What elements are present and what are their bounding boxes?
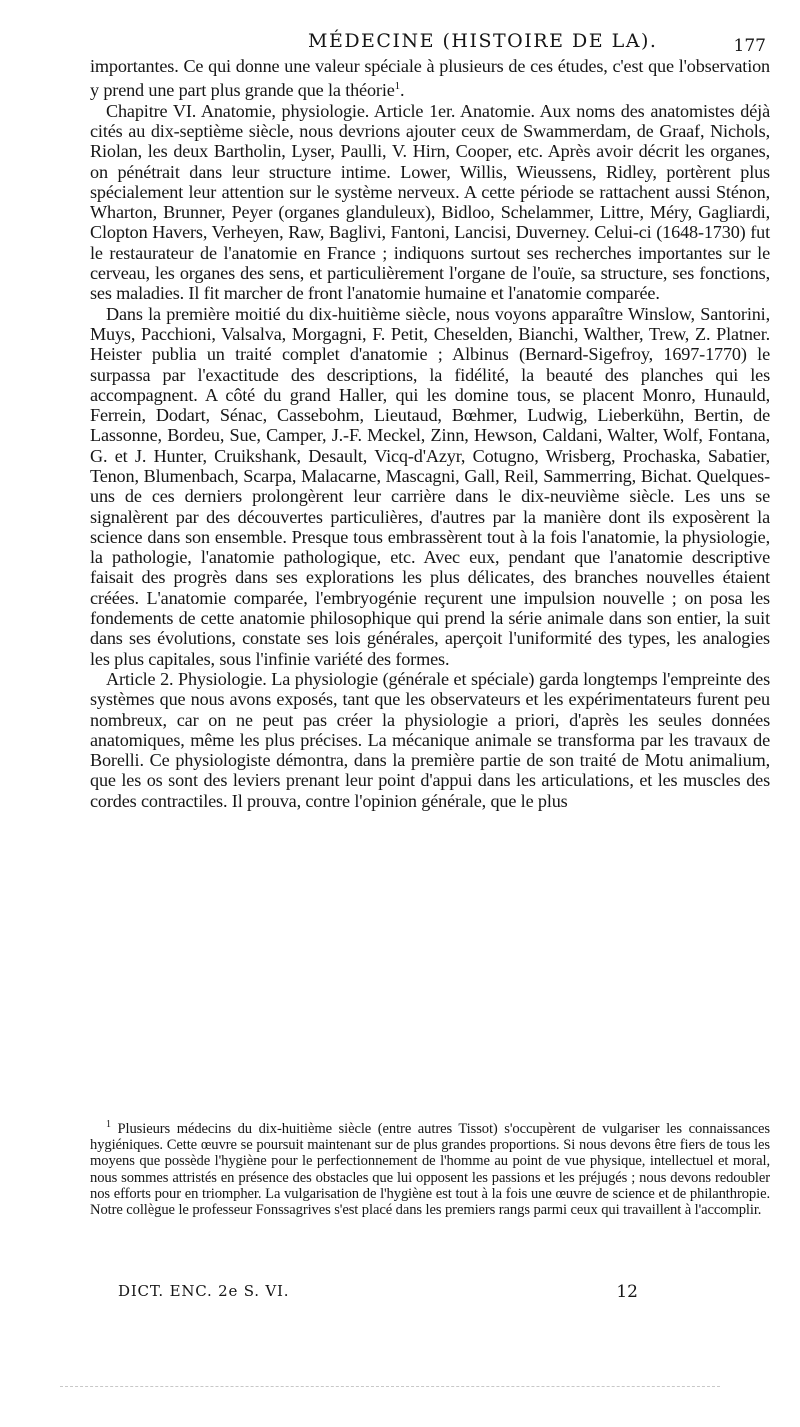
scan-edge-line — [60, 1386, 720, 1387]
page-header — [88, 28, 768, 58]
paragraph-end: . — [400, 80, 405, 101]
footnote-reference: 1 — [394, 80, 401, 93]
footnote-marker: 1 — [106, 1119, 111, 1130]
page-footer — [88, 1282, 768, 1306]
footnote-text: Plusieurs médecins du dix-huitième siècle (entre autres Tissot) s'occupèrent de vulgariser les connaissances hygiéniques. Cette œuvre se poursuit maintenant sur de plus grandes proportions. Si nous devons être fiers de tous les moyens que possède l'hygiène pour le perfectionnement de l'homme au point de vue physique, intellectuel et moral, nous sommes attristés en présence des obstacles que lui opposent les passions et les préjugés ; nous devons redoubler nos efforts pour en triompher. La vulgarisation de l'hygiène est tout à la fois une œuvre de science et de philanthropie. Notre collègue le professeur Fonssagrives s'est placé dans les premiers rangs parmi ceux qui travaillent à l'accomplir. — [90, 1120, 770, 1219]
printer-signature: DICT. ENC. 2e S. VI. — [118, 1282, 290, 1300]
paragraph-dix-huitieme-siecle: Dans la première moitié du dix-huitième siècle, nous voyons apparaître Winslow, Santorini, Muys, Pacchioni, Valsalva, Morgagni, F. Petit, Cheselden, Bianchi, Walther, Trew, Z. Platner. Heister publia un traité complet d'anatomie ; Albinus (Bernard-Sigefroy, 1697-1770) le surpassa par l'exactitude des descriptions, la fidélité, la beauté des planches qui les accompagnent. A côté du grand Haller, qui les domine tous, se placent Monro, Hunauld, Ferrein, Dodart, Sénac, Cassebohm, Lieutaud, Bœhmer, Ludwig, Lieberkühn, Bertin, de Lassonne, Bordeu, Sue, Camper, J.-F. Meckel, Zinn, Hewson, Caldani, Walter, Wolf, Fontana, G. et J. Hunter, Cruikshank, Desault, Vicq-d'Azyr, Cotugno, Wrisberg, Prochaska, Sabatier, Tenon, Blumenbach, Scarpa, Malacarne, Mascagni, Gall, Reil, Sammerring, Bichat. Quelques-uns de ces derniers prolongèrent leur carrière dans le dix-neuvième siècle. Les uns se signalèrent par des découvertes particulières, d'autres par la manière dont ils exposèrent la science dans son ensemble. Presque tous embrassèrent tout à la fois l'anatomie, la physiologie, la pathologie, l'anatomie pathologique, etc. Avec eux, pendant que l'anatomie descriptive faisait des progrès dans ses explorations les plus délicates, des branches nouvelles étaient créées. L'anatomie comparée, l'embryogénie reçurent une impulsion nouvelle ; on posa les fondements de cette anatomie philosophique qui prend la série animale dans son entier, la suit dans ses évolutions, constate ses lois générales, aperçoit l'uniformité des types, les analogies les plus capitales, sous l'infinie variété des formes. — [90, 303, 770, 669]
paragraph-physiologie: Article 2. Physiologie. La physiologie (générale et spéciale) garda longtemps l'empreinte des systèmes que nous avons exposés, tant que les observateurs et les expérimentateurs furent peu nombreux, car on ne peut pas créer la physiologie a priori, d'après les seules données anatomiques, même les plus précises. La mécanique animale se transforma par les travaux de Borelli. Ce physiologiste démontra, dans la première partie de son traité de Motu animalium, que les os sont des leviers prenant leur point d'appui dans les articulations, et les muscles des cordes contractiles. Il prouva, contre l'opinion générale, que le plus — [90, 668, 770, 811]
paragraph-continuation — [90, 56, 770, 101]
footnotes — [90, 1117, 770, 1219]
main-text — [90, 56, 770, 811]
running-head: MÉDECINE (HISTOIRE DE LA). — [308, 30, 658, 52]
paragraph-anatomie: Chapitre VI. Anatomie, physiologie. Article 1er. Anatomie. Aux noms des anatomistes déjà cités au dix-septième siècle, nous devrions ajouter ceux de Swammerdam, de Graaf, Nichols, Riolan, les deux Bartholin, Lyser, Paulli, V. Hirn, Cooper, etc. Après avoir décrit les organes, on pénétrait dans leur structure intime. Lower, Willis, Wieussens, Ridley, portèrent plus spécialement leur attention sur le système nerveux. A cette période se rattachent aussi Sténon, Wharton, Brunner, Peyer (organes glanduleux), Bidloo, Schelammer, Littre, Méry, Gagliardi, Clopton Havers, Verheyen, Raw, Baglivi, Fantoni, Lancisi, Duverney. Celui-ci (1648-1730) fut le restaurateur de l'anatomie en France ; indiquons surtout ses recherches importantes sur le cerveau, les organes des sens, et particulièrement l'organe de l'ouïe, sa structure, ses fonctions, ses maladies. Il fit marcher de front l'anatomie humaine et l'anatomie comparée. — [90, 100, 770, 304]
paragraph-text: importantes. Ce qui donne une valeur spéciale à plusieurs de ces études, c'est que l'observation y prend une part plus grande que la théorie — [90, 56, 770, 101]
page-number: 177 — [733, 36, 766, 56]
footnote — [90, 1117, 770, 1219]
sheet-number: 12 — [616, 1282, 638, 1302]
